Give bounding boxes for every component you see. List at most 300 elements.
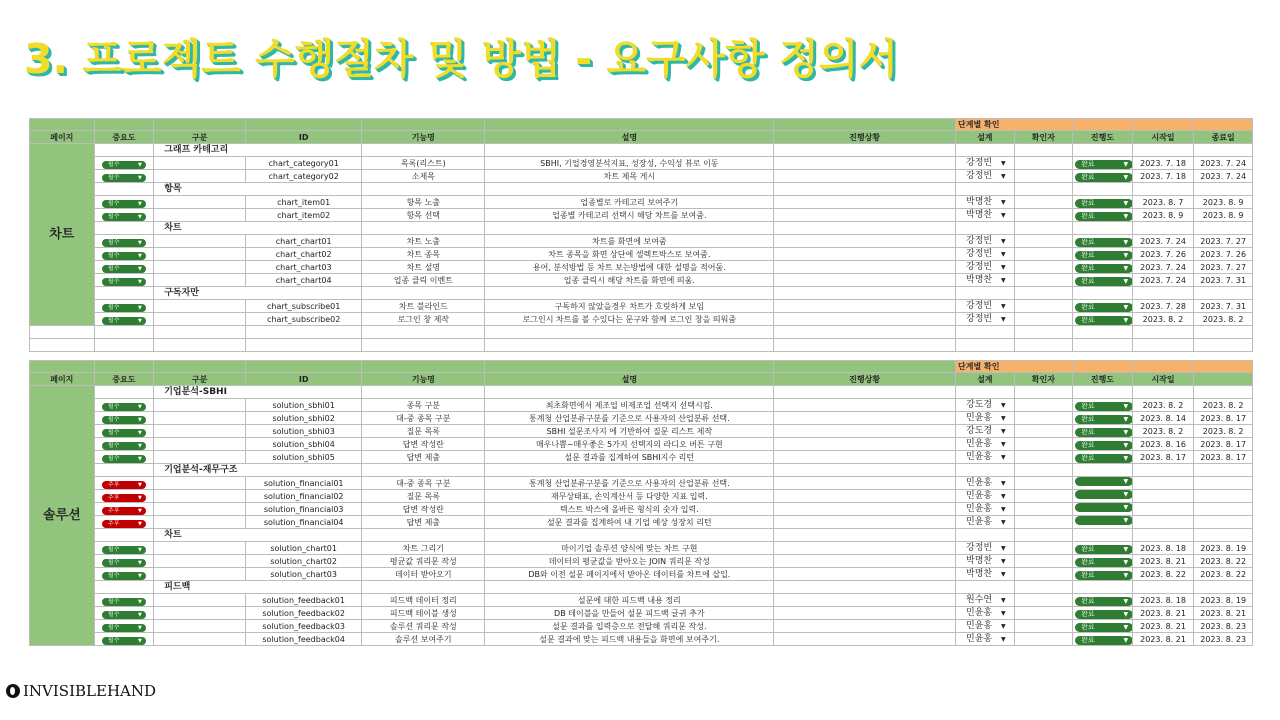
checker-cell: [1014, 399, 1073, 412]
priority-dropdown[interactable]: [102, 559, 146, 567]
owner-dropdown[interactable]: [958, 249, 1012, 260]
progress-cell[interactable]: [1073, 594, 1133, 607]
owner-cell[interactable]: [956, 451, 1015, 464]
owner-cell[interactable]: [956, 568, 1015, 581]
progress-dropdown[interactable]: [1075, 441, 1132, 450]
owner-value: 강정빈: [966, 542, 993, 553]
empty-cell: [154, 555, 246, 568]
chevron-down-icon: ▼: [1000, 250, 1006, 258]
progress-dropdown[interactable]: [1075, 490, 1132, 499]
progress-dropdown[interactable]: [1075, 303, 1132, 312]
table-row: [30, 235, 1253, 248]
table-row: [30, 594, 1253, 607]
checker-cell: [1014, 607, 1073, 620]
owner-cell[interactable]: [956, 248, 1015, 261]
priority-dropdown[interactable]: [102, 481, 146, 489]
requirement-id: solution_sbhi04: [246, 438, 362, 451]
checker-cell: [1014, 516, 1073, 529]
requirement-id: solution_sbhi03: [246, 425, 362, 438]
progress-dropdown[interactable]: [1075, 610, 1132, 619]
chevron-down-icon: ▼: [138, 200, 142, 207]
owner-dropdown[interactable]: [958, 543, 1012, 554]
header-spacer: [774, 361, 956, 373]
chevron-down-icon: ▼: [138, 252, 142, 259]
priority-dropdown[interactable]: [102, 213, 146, 221]
table-row: [30, 438, 1253, 451]
description: 마이기업 솔루션 양식에 맞는 차트 구현: [485, 542, 774, 555]
priority-value: 필수: [107, 558, 120, 566]
priority-cell: [94, 399, 154, 412]
progress-cell[interactable]: [1073, 425, 1133, 438]
owner-cell[interactable]: [956, 490, 1015, 503]
feature-name: 소제목: [362, 170, 485, 183]
owner-dropdown[interactable]: [958, 158, 1012, 169]
owner-dropdown[interactable]: [958, 569, 1012, 580]
owner-value: 민윤홍: [966, 451, 993, 462]
progress-dropdown[interactable]: [1075, 402, 1132, 411]
chevron-down-icon: ▼: [1000, 518, 1006, 526]
requirement-id: solution_chart03: [246, 568, 362, 581]
priority-dropdown[interactable]: [102, 278, 146, 286]
chevron-down-icon: ▼: [138, 265, 142, 272]
chevron-down-icon: ▼: [138, 572, 142, 579]
chevron-down-icon: ▼: [1000, 302, 1006, 310]
chevron-down-icon: ▼: [1123, 636, 1129, 644]
header-spacer: [246, 361, 362, 373]
owner-cell[interactable]: [956, 425, 1015, 438]
requirement-id: solution_sbhi05: [246, 451, 362, 464]
empty-cell: [485, 222, 774, 235]
table-row: [30, 503, 1253, 516]
requirement-id: solution_sbhi02: [246, 412, 362, 425]
owner-value: 박명찬: [966, 209, 993, 220]
empty-cell: [154, 170, 246, 183]
empty-cell: [1073, 339, 1133, 352]
progress-dropdown[interactable]: [1075, 597, 1132, 606]
progress-dropdown[interactable]: [1075, 636, 1132, 645]
progress-cell[interactable]: [1073, 568, 1133, 581]
owner-cell[interactable]: [956, 477, 1015, 490]
owner-dropdown[interactable]: [958, 171, 1012, 182]
owner-cell[interactable]: [956, 594, 1015, 607]
progress-cell[interactable]: [1073, 633, 1133, 646]
category-label: 그래프 카테고리: [154, 144, 362, 157]
checker-cell: [1014, 555, 1073, 568]
owner-cell[interactable]: [956, 170, 1015, 183]
owner-dropdown[interactable]: [958, 595, 1012, 606]
priority-dropdown[interactable]: [102, 624, 146, 632]
page-name-cell: 솔루션: [30, 386, 95, 646]
progress-cell[interactable]: [1073, 503, 1133, 516]
requirement-id: solution_feedback04: [246, 633, 362, 646]
status-cell: [774, 412, 956, 425]
requirement-id: solution_feedback03: [246, 620, 362, 633]
chevron-down-icon: ▼: [138, 442, 142, 449]
header-spacer: [1194, 119, 1253, 131]
col-header-checker: 확인자: [1014, 373, 1073, 386]
owner-dropdown[interactable]: [958, 197, 1012, 208]
checker-cell: [1014, 170, 1073, 183]
progress-cell[interactable]: [1073, 170, 1133, 183]
status-cell: [774, 313, 956, 326]
progress-cell[interactable]: [1073, 620, 1133, 633]
owner-dropdown[interactable]: [958, 608, 1012, 619]
chevron-down-icon: ▼: [1123, 316, 1129, 324]
empty-cell: [485, 464, 774, 477]
owner-dropdown[interactable]: [958, 236, 1012, 247]
priority-dropdown[interactable]: [102, 265, 146, 273]
progress-cell[interactable]: [1073, 412, 1133, 425]
empty-cell: [1194, 183, 1253, 196]
priority-cell: [94, 516, 154, 529]
progress-cell[interactable]: [1073, 399, 1133, 412]
progress-cell[interactable]: [1073, 300, 1133, 313]
chevron-down-icon: ▼: [1000, 596, 1006, 604]
owner-dropdown[interactable]: [958, 400, 1012, 411]
checker-cell: [1014, 313, 1073, 326]
chevron-down-icon: ▼: [1123, 199, 1129, 207]
status-cell: [774, 607, 956, 620]
progress-dropdown[interactable]: [1075, 173, 1132, 182]
col-header-id: ID: [246, 131, 362, 144]
chevron-down-icon: ▼: [1000, 237, 1006, 245]
feature-name: 피드백 테이블 생성: [362, 607, 485, 620]
progress-cell[interactable]: [1073, 438, 1133, 451]
feature-name: 답변 제출: [362, 451, 485, 464]
chevron-down-icon: ▼: [138, 455, 142, 462]
priority-dropdown[interactable]: [102, 611, 146, 619]
owner-dropdown[interactable]: [958, 275, 1012, 286]
priority-dropdown[interactable]: [102, 507, 146, 515]
col-header-priority: 중요도: [94, 373, 154, 386]
owner-value: 민윤홍: [966, 412, 993, 423]
priority-dropdown[interactable]: [102, 317, 146, 325]
owner-dropdown[interactable]: [958, 452, 1012, 463]
col-header-checker: 확인자: [1014, 131, 1073, 144]
header-spacer: [30, 361, 95, 373]
checker-cell: [1014, 248, 1073, 261]
owner-cell[interactable]: [956, 412, 1015, 425]
requirement-id: chart_item01: [246, 196, 362, 209]
priority-value: 필수: [107, 441, 120, 449]
category-label: 구독자만: [154, 287, 362, 300]
header-spacer: [1194, 361, 1253, 373]
progress-dropdown[interactable]: [1075, 160, 1132, 169]
description: SBHI 설문조사지 에 기반하여 질문 리스트 제작: [485, 425, 774, 438]
empty-cell: [774, 339, 956, 352]
table-row: [30, 620, 1253, 633]
chevron-down-icon: ▼: [138, 494, 142, 501]
priority-dropdown[interactable]: [102, 442, 146, 450]
chevron-down-icon: ▼: [138, 239, 142, 246]
empty-cell: [1132, 183, 1194, 196]
owner-value: 강정빈: [966, 170, 993, 181]
priority-dropdown[interactable]: [102, 304, 146, 312]
status-cell: [774, 542, 956, 555]
owner-value: 민윤홍: [966, 607, 993, 618]
progress-dropdown[interactable]: [1075, 503, 1132, 512]
feature-name: 차트 그리기: [362, 542, 485, 555]
owner-cell[interactable]: [956, 196, 1015, 209]
col-header-progress: 진행도: [1073, 131, 1133, 144]
status-cell: [774, 620, 956, 633]
priority-dropdown[interactable]: [102, 403, 146, 411]
start-date: 2023. 7. 24: [1132, 274, 1194, 287]
priority-dropdown[interactable]: [102, 455, 146, 463]
category-row: [30, 287, 1253, 300]
checker-cell: [1014, 274, 1073, 287]
owner-cell[interactable]: [956, 209, 1015, 222]
end-date: 2023. 8. 19: [1194, 542, 1253, 555]
priority-cell: [94, 438, 154, 451]
owner-cell[interactable]: [956, 503, 1015, 516]
owner-dropdown[interactable]: [958, 621, 1012, 632]
chevron-down-icon: ▼: [1000, 557, 1006, 565]
chevron-down-icon: ▼: [138, 598, 142, 605]
progress-cell[interactable]: [1073, 274, 1133, 287]
feature-name: 답변 작성란: [362, 438, 485, 451]
progress-dropdown[interactable]: [1075, 264, 1132, 273]
progress-dropdown[interactable]: [1075, 558, 1132, 567]
progress-cell[interactable]: [1073, 555, 1133, 568]
owner-dropdown[interactable]: [958, 478, 1012, 489]
empty-cell: [1132, 339, 1194, 352]
priority-dropdown[interactable]: [102, 429, 146, 437]
end-date: 2023. 7. 24: [1194, 170, 1253, 183]
progress-cell[interactable]: [1073, 451, 1133, 464]
owner-cell[interactable]: [956, 607, 1015, 620]
empty-cell: [1132, 464, 1194, 477]
status-cell: [774, 248, 956, 261]
chevron-down-icon: ▼: [1000, 492, 1006, 500]
progress-dropdown[interactable]: [1075, 415, 1132, 424]
empty-cell: [1073, 464, 1133, 477]
progress-dropdown[interactable]: [1075, 477, 1132, 486]
priority-dropdown[interactable]: [102, 174, 146, 182]
col-header-page: 페이지: [30, 131, 95, 144]
status-cell: [774, 477, 956, 490]
category-label: 기업분석-재무구조: [154, 464, 362, 477]
owner-dropdown[interactable]: [958, 426, 1012, 437]
progress-cell[interactable]: [1073, 157, 1133, 170]
header-spacer: [1132, 119, 1194, 131]
empty-cell: [1014, 222, 1073, 235]
progress-cell[interactable]: [1073, 313, 1133, 326]
owner-dropdown[interactable]: [958, 504, 1012, 515]
empty-cell: [956, 326, 1015, 339]
empty-cell: [1073, 529, 1133, 542]
owner-dropdown[interactable]: [958, 262, 1012, 273]
progress-cell[interactable]: [1073, 261, 1133, 274]
empty-cell: [362, 183, 485, 196]
owner-dropdown[interactable]: [958, 413, 1012, 424]
owner-value: 민윤홍: [966, 490, 993, 501]
progress-dropdown[interactable]: [1075, 545, 1132, 554]
col-header-category: 구분: [154, 373, 246, 386]
empty-cell: [154, 412, 246, 425]
priority-value: 필수: [107, 571, 120, 579]
chevron-down-icon: ▼: [1123, 173, 1129, 181]
chevron-down-icon: ▼: [1123, 517, 1129, 524]
category-label: 항목: [154, 183, 362, 196]
chevron-down-icon: ▼: [138, 174, 142, 181]
priority-dropdown[interactable]: [102, 416, 146, 424]
owner-cell[interactable]: [956, 620, 1015, 633]
priority-value: 추후: [107, 506, 120, 514]
feature-name: 솔루션 쿼리문 작성: [362, 620, 485, 633]
empty-cell: [485, 287, 774, 300]
chevron-down-icon: ▼: [1000, 479, 1006, 487]
owner-dropdown[interactable]: [958, 491, 1012, 502]
empty-cell: [94, 386, 154, 399]
empty-cell: [1014, 386, 1073, 399]
owner-dropdown[interactable]: [958, 314, 1012, 325]
end-date: 2023. 8. 23: [1194, 620, 1253, 633]
owner-value: 강정빈: [966, 261, 993, 272]
start-date: 2023. 8. 7: [1132, 196, 1194, 209]
progress-cell[interactable]: [1073, 516, 1133, 529]
owner-cell[interactable]: [956, 274, 1015, 287]
checker-cell: [1014, 209, 1073, 222]
owner-dropdown[interactable]: [958, 556, 1012, 567]
progress-cell[interactable]: [1073, 542, 1133, 555]
owner-dropdown[interactable]: [958, 210, 1012, 221]
priority-dropdown[interactable]: [102, 252, 146, 260]
empty-cell: [485, 386, 774, 399]
progress-dropdown[interactable]: [1075, 516, 1132, 525]
col-header-feature: 기능명: [362, 373, 485, 386]
feature-name: 평균값 쿼리문 작성: [362, 555, 485, 568]
owner-dropdown[interactable]: [958, 517, 1012, 528]
priority-dropdown[interactable]: [102, 520, 146, 528]
owner-cell[interactable]: [956, 261, 1015, 274]
empty-cell: [774, 144, 956, 157]
progress-value: 완료: [1081, 453, 1095, 462]
owner-cell[interactable]: [956, 633, 1015, 646]
priority-dropdown[interactable]: [102, 200, 146, 208]
empty-cell: [1194, 529, 1253, 542]
owner-cell[interactable]: [956, 399, 1015, 412]
empty-cell: [1073, 386, 1133, 399]
empty-cell: [1014, 464, 1073, 477]
progress-dropdown[interactable]: [1075, 623, 1132, 632]
requirement-id: chart_chart02: [246, 248, 362, 261]
owner-cell[interactable]: [956, 235, 1015, 248]
chevron-down-icon: ▼: [1123, 623, 1129, 631]
owner-dropdown[interactable]: [958, 301, 1012, 312]
owner-dropdown[interactable]: [958, 439, 1012, 450]
empty-cell: [1132, 287, 1194, 300]
start-date: 2023. 8. 9: [1132, 209, 1194, 222]
status-cell: [774, 438, 956, 451]
owner-cell[interactable]: [956, 542, 1015, 555]
start-date: 2023. 8. 22: [1132, 568, 1194, 581]
empty-cell: [1194, 326, 1253, 339]
progress-value: 완료: [1081, 596, 1095, 605]
priority-dropdown[interactable]: [102, 572, 146, 580]
start-date: 2023. 8. 2: [1132, 425, 1194, 438]
empty-cell: [1073, 183, 1133, 196]
progress-dropdown[interactable]: [1075, 251, 1132, 260]
progress-dropdown[interactable]: [1075, 428, 1132, 437]
empty-cell: [362, 222, 485, 235]
empty-cell: [154, 542, 246, 555]
header-spacer: [30, 119, 95, 131]
empty-cell: [1194, 222, 1253, 235]
start-date: 2023. 7. 18: [1132, 170, 1194, 183]
empty-cell: [154, 209, 246, 222]
owner-cell[interactable]: [956, 555, 1015, 568]
progress-dropdown[interactable]: [1075, 571, 1132, 580]
empty-cell: [774, 287, 956, 300]
status-cell: [774, 555, 956, 568]
progress-dropdown[interactable]: [1075, 199, 1132, 208]
progress-cell[interactable]: [1073, 248, 1133, 261]
chevron-down-icon: ▼: [1123, 415, 1129, 423]
start-date: 2023. 8. 2: [1132, 313, 1194, 326]
progress-dropdown[interactable]: [1075, 212, 1132, 221]
owner-dropdown[interactable]: [958, 634, 1012, 645]
start-date: 2023. 8. 17: [1132, 451, 1194, 464]
col-header-id: ID: [246, 373, 362, 386]
priority-value: 필수: [107, 160, 120, 168]
owner-cell[interactable]: [956, 516, 1015, 529]
progress-value: 완료: [1081, 198, 1095, 207]
owner-cell[interactable]: [956, 157, 1015, 170]
priority-dropdown[interactable]: [102, 161, 146, 169]
priority-dropdown[interactable]: [102, 546, 146, 554]
empty-cell: [774, 222, 956, 235]
owner-cell[interactable]: [956, 438, 1015, 451]
progress-cell[interactable]: [1073, 490, 1133, 503]
empty-cell: [1132, 581, 1194, 594]
priority-value: 필수: [107, 173, 120, 181]
priority-dropdown[interactable]: [102, 598, 146, 606]
progress-cell[interactable]: [1073, 477, 1133, 490]
owner-cell[interactable]: [956, 300, 1015, 313]
priority-dropdown[interactable]: [102, 494, 146, 502]
category-row: [30, 183, 1253, 196]
end-date: 2023. 8. 17: [1194, 451, 1253, 464]
start-date: 2023. 8. 2: [1132, 399, 1194, 412]
progress-value: 완료: [1081, 557, 1095, 566]
progress-cell[interactable]: [1073, 607, 1133, 620]
priority-dropdown[interactable]: [102, 239, 146, 247]
description: 차트 제목 게시: [485, 170, 774, 183]
empty-cell: [485, 529, 774, 542]
start-date: 2023. 8. 21: [1132, 607, 1194, 620]
owner-cell[interactable]: [956, 313, 1015, 326]
owner-value: 박명찬: [966, 555, 993, 566]
progress-cell[interactable]: [1073, 209, 1133, 222]
checker-cell: [1014, 425, 1073, 438]
progress-cell[interactable]: [1073, 235, 1133, 248]
empty-cell: [956, 581, 1015, 594]
priority-cell: [94, 490, 154, 503]
empty-cell: [956, 287, 1015, 300]
priority-dropdown[interactable]: [102, 637, 146, 645]
progress-dropdown[interactable]: [1075, 238, 1132, 247]
progress-dropdown[interactable]: [1075, 454, 1132, 463]
owner-value: 민윤홍: [966, 503, 993, 514]
progress-value: 완료: [1081, 211, 1095, 220]
progress-cell[interactable]: [1073, 196, 1133, 209]
progress-dropdown[interactable]: [1075, 316, 1132, 325]
progress-dropdown[interactable]: [1075, 277, 1132, 286]
empty-cell: [362, 339, 485, 352]
empty-cell: [485, 183, 774, 196]
col-header-progress: 진행도: [1073, 373, 1133, 386]
